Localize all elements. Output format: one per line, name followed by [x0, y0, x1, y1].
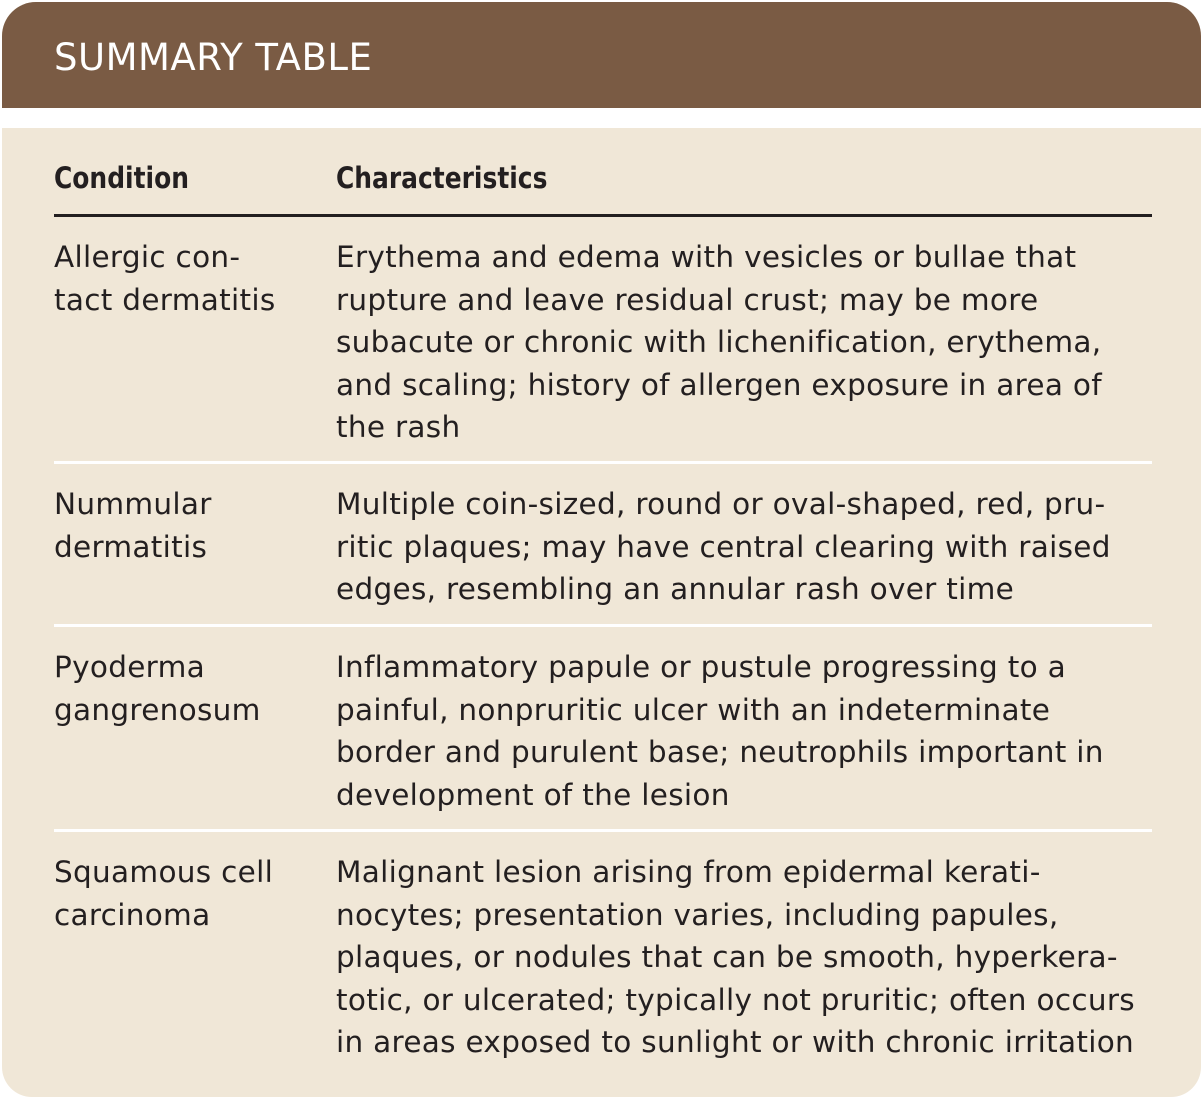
condition-cell: [54, 236, 324, 321]
characteristics-line: painful, nonpruritic ulcer with an indeterminate: [336, 692, 1051, 727]
condition-line: gangrenosum: [54, 692, 261, 727]
characteristics-line: ritic plaques; may have central clearing with raised: [336, 529, 1111, 564]
characteristics-line: in areas exposed to sunlight or with chronic irritation: [336, 1025, 1135, 1059]
condition-line: tact dermatitis: [54, 282, 276, 317]
characteristics-line: development of the lesion: [336, 777, 730, 812]
characteristics-line: Malignant lesion arising from epidermal kerati-: [336, 855, 1041, 889]
header-condition: Condition: [54, 161, 189, 195]
condition-cell: [54, 851, 324, 936]
characteristics-line: edges, resembling an annular rash over time: [336, 572, 1015, 606]
condition-line: carcinoma: [54, 897, 211, 932]
table-row: [54, 832, 1152, 1072]
condition-line: Pyoderma: [54, 650, 205, 684]
table-row: [54, 217, 1152, 464]
characteristics-line: Inflammatory papule or pustule progressing to a: [336, 650, 1066, 684]
banner-divider: [2, 108, 1201, 128]
summary-banner: [2, 2, 1201, 108]
condition-line: Nummular: [54, 487, 212, 521]
condition-cell: [54, 483, 324, 568]
characteristics-line: subacute or chronic with lichenification, erythema,: [336, 325, 1102, 359]
characteristics-line: rupture and leave residual crust; may be more: [336, 282, 1039, 317]
condition-cell: [54, 646, 324, 731]
characteristics-line: the rash: [336, 410, 461, 444]
table-header-row: [54, 128, 1152, 217]
characteristics-line: nocytes; presentation varies, including papules,: [336, 897, 1059, 932]
summary-table: [54, 128, 1152, 1072]
characteristics-line: border and purulent base; neutrophils important in: [336, 735, 1104, 769]
characteristics-line: plaques, or nodules that can be smooth, hyperkera-: [336, 940, 1118, 974]
summary-table-card: [2, 2, 1201, 1097]
characteristics-cell: [336, 483, 1152, 611]
condition-line: dermatitis: [54, 529, 208, 564]
table-row: [54, 464, 1152, 627]
table-row: [54, 627, 1152, 832]
characteristics-cell: [336, 646, 1152, 816]
banner-title: SUMMARY TABLE: [54, 36, 373, 79]
characteristics-cell: [336, 851, 1152, 1064]
characteristics-line: Erythema and edema with vesicles or bullae that: [336, 240, 1077, 274]
characteristics-line: Multiple coin-sized, round or oval-shaped, red, pru-: [336, 487, 1106, 521]
characteristics-line: totic, or ulcerated; typically not pruritic; often occurs: [336, 982, 1135, 1017]
condition-line: Allergic con-: [54, 240, 241, 274]
characteristics-cell: [336, 236, 1152, 449]
condition-line: Squamous cell: [54, 855, 274, 889]
characteristics-line: and scaling; history of allergen exposure in area of: [336, 367, 1102, 402]
header-characteristics: Characteristics: [336, 161, 548, 195]
